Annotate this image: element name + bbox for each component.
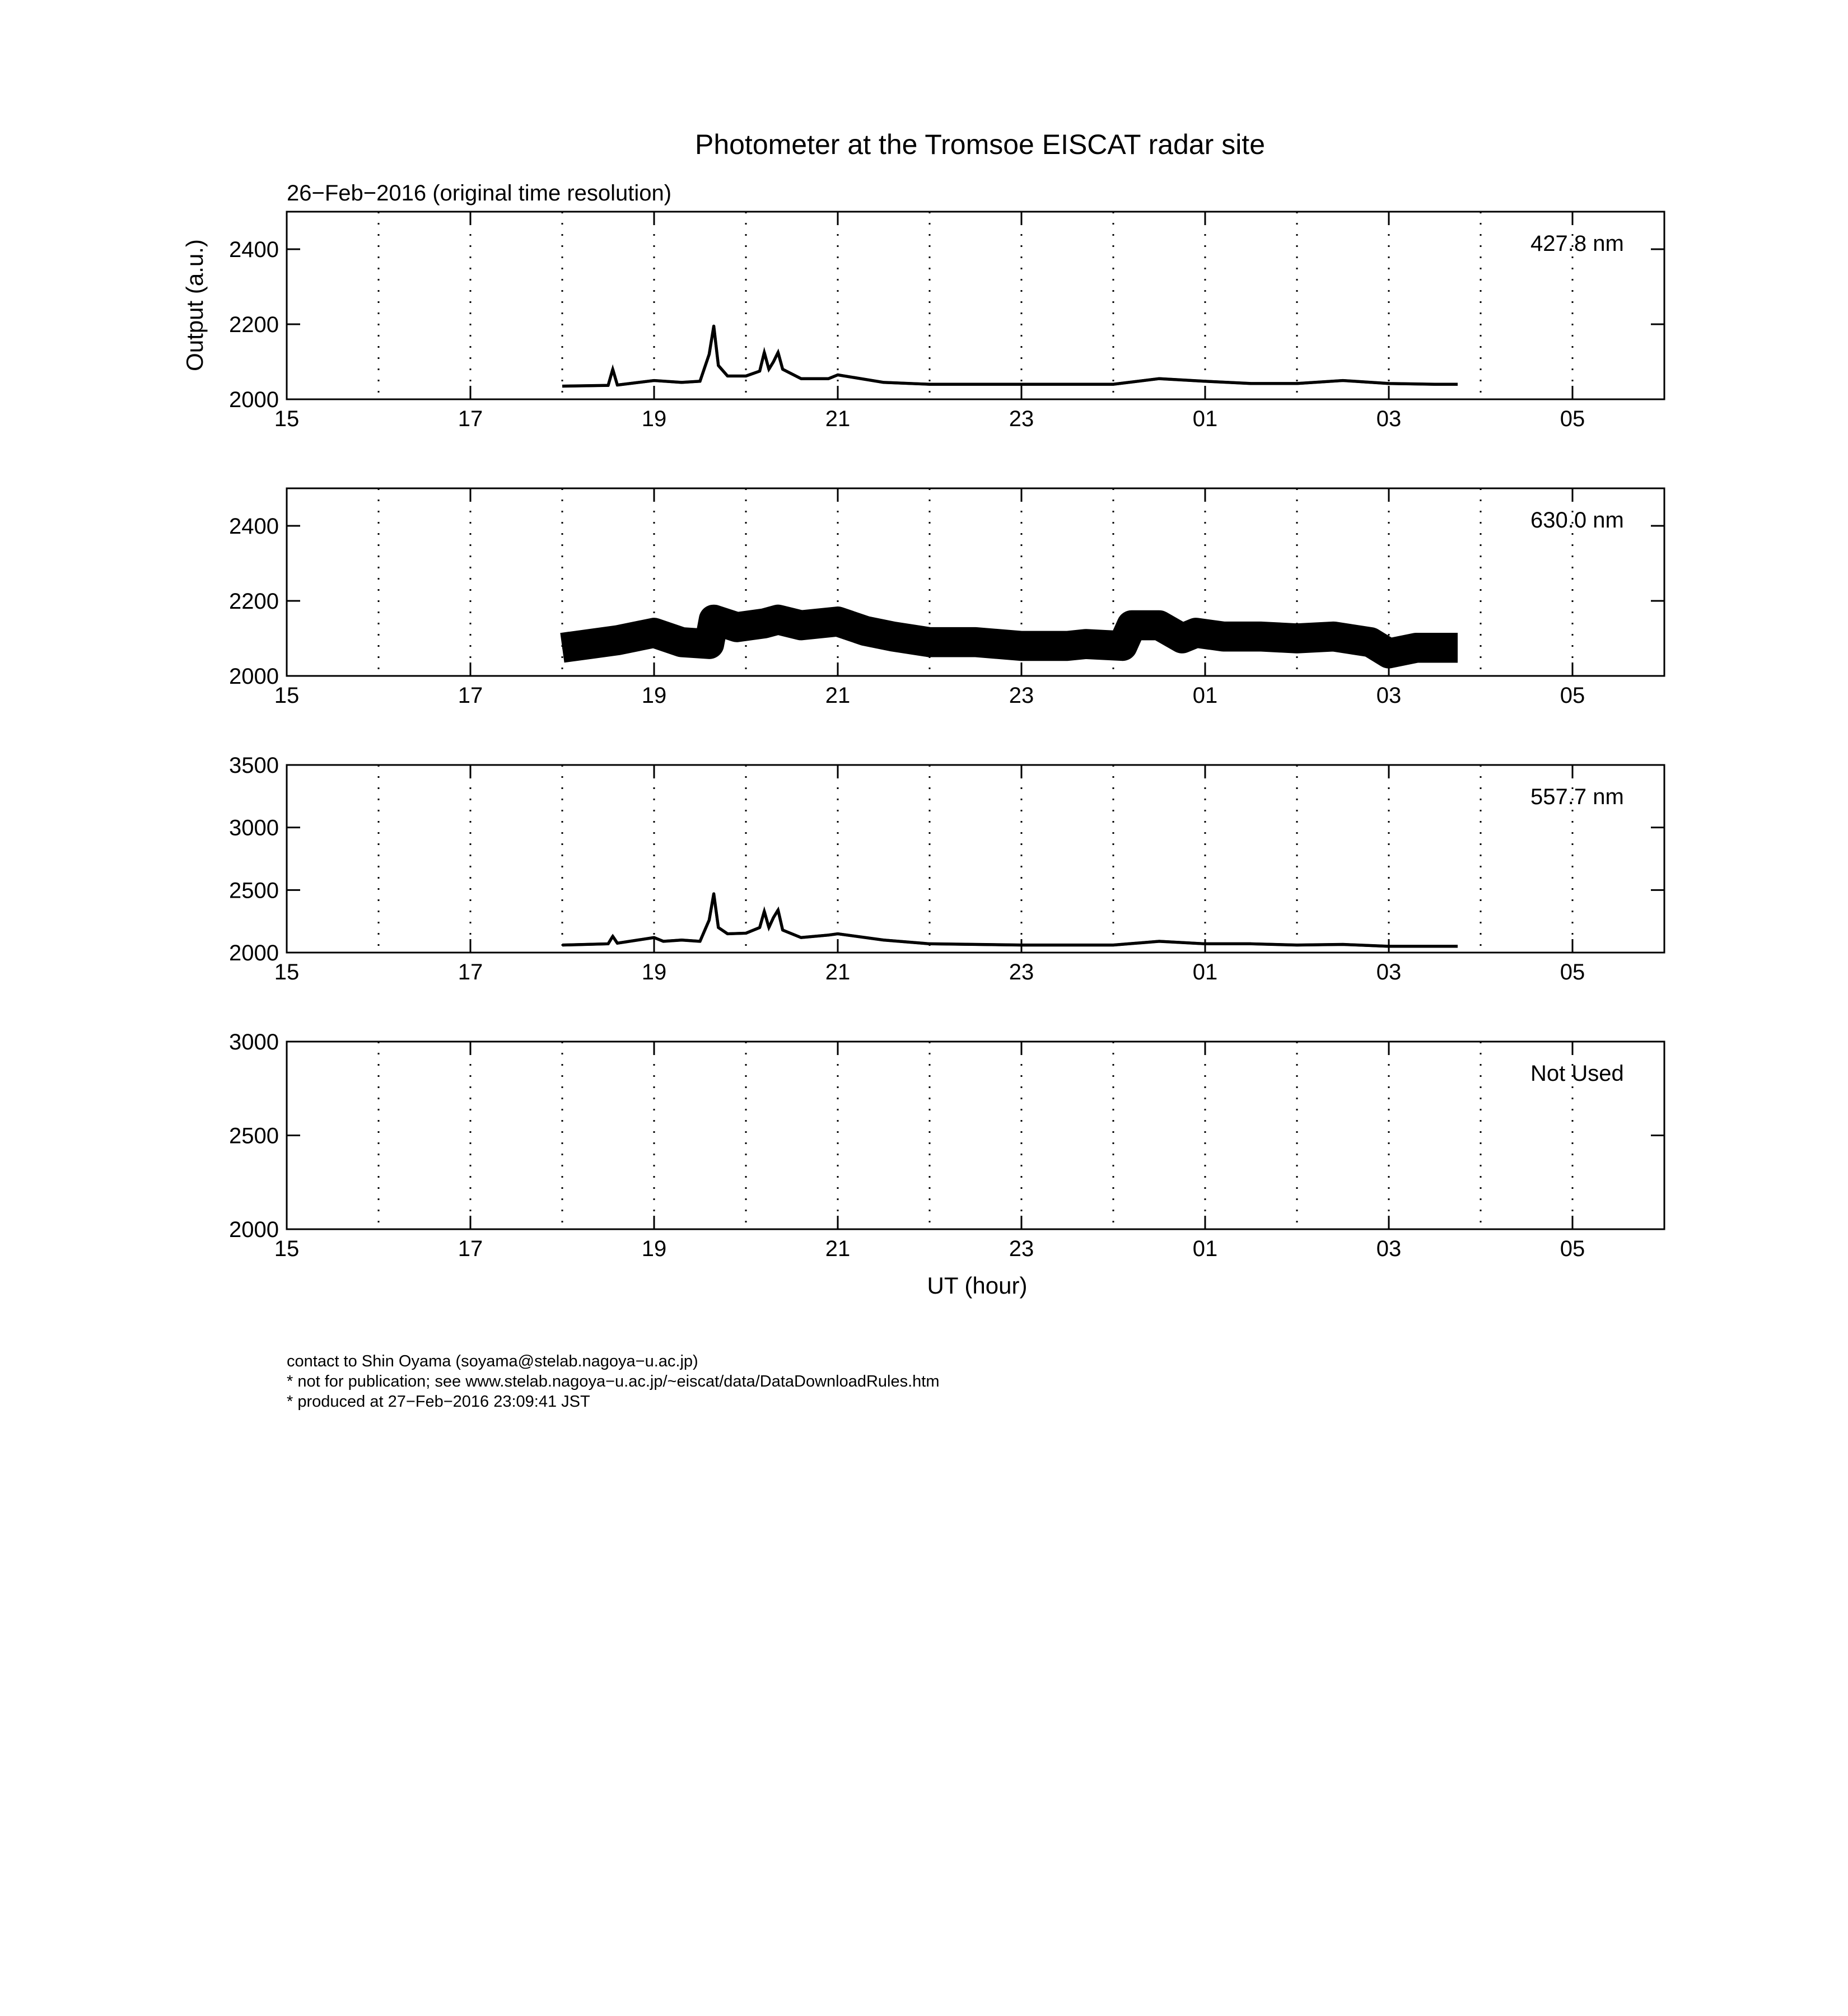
panel-wavelength-label: Not Used	[1530, 1061, 1624, 1086]
x-tick-label: 19	[641, 683, 667, 708]
x-tick-label: 05	[1560, 1236, 1585, 1261]
y-tick-label: 2200	[229, 312, 279, 337]
x-tick-label: 15	[274, 407, 300, 431]
x-tick-label: 01	[1192, 960, 1218, 984]
plot-frame	[287, 1042, 1664, 1229]
data-series-core	[562, 326, 1458, 386]
x-tick-label: 21	[825, 683, 851, 708]
x-tick-label: 17	[458, 683, 483, 708]
x-tick-label: 23	[1009, 1236, 1034, 1261]
x-tick-label: 05	[1560, 683, 1585, 708]
x-tick-label: 23	[1009, 407, 1034, 431]
x-tick-label: 15	[274, 960, 300, 984]
y-tick-label: 2200	[229, 589, 279, 614]
x-tick-label: 01	[1192, 1236, 1218, 1261]
x-tick-label: 03	[1376, 407, 1402, 431]
footer-produced-at: * produced at 27−Feb−2016 23:09:41 JST	[287, 1393, 590, 1411]
plot-frame	[287, 212, 1664, 399]
panel-2	[229, 488, 1664, 708]
x-tick-label: 23	[1009, 683, 1034, 708]
x-tick-label: 03	[1376, 960, 1402, 984]
x-tick-label: 23	[1009, 960, 1034, 984]
x-tick-label: 21	[825, 407, 851, 431]
y-tick-label: 2500	[229, 878, 279, 903]
x-tick-label: 19	[641, 1236, 667, 1261]
x-tick-label: 21	[825, 1236, 851, 1261]
data-series-core	[562, 894, 1458, 946]
y-tick-label: 2000	[229, 941, 279, 965]
x-tick-label: 05	[1560, 960, 1585, 984]
data-series-line	[562, 326, 1458, 386]
x-tick-label: 15	[274, 683, 300, 708]
panel-wavelength-label: 557.7 nm	[1530, 785, 1624, 809]
x-tick-label: 17	[458, 407, 483, 431]
y-tick-label: 2500	[229, 1123, 279, 1149]
y-tick-label: 2000	[229, 388, 279, 412]
x-tick-label: 19	[641, 407, 667, 431]
x-tick-label: 03	[1376, 683, 1402, 708]
data-series-line	[562, 894, 1458, 946]
plot-frame	[287, 765, 1664, 953]
x-tick-label: 01	[1192, 407, 1218, 431]
figure-subtitle: 26−Feb−2016 (original time resolution)	[287, 181, 672, 206]
y-tick-label: 2000	[229, 664, 279, 689]
y-tick-label: 2400	[229, 237, 279, 262]
panel-1	[229, 212, 1664, 431]
x-tick-label: 19	[641, 960, 667, 984]
x-tick-label: 17	[458, 1236, 483, 1261]
footer-publication-note: * not for publication; see www.stelab.nagoya−u.ac.jp/~eiscat/data/DataDownloadRules.htm	[287, 1373, 940, 1390]
x-tick-label: 15	[274, 1236, 300, 1261]
panel-wavelength-label: 630.0 nm	[1530, 508, 1624, 533]
y-tick-label: 3000	[229, 815, 279, 841]
panel-3	[229, 753, 1664, 984]
figure-title: Photometer at the Tromsoe EISCAT radar site	[694, 129, 1266, 160]
x-tick-label: 01	[1192, 683, 1218, 708]
x-axis-label: UT (hour)	[927, 1272, 1028, 1299]
y-tick-label: 3000	[229, 1030, 279, 1054]
y-tick-label: 2000	[229, 1217, 279, 1242]
x-tick-label: 21	[825, 960, 851, 984]
y-tick-label: 3500	[229, 753, 279, 778]
footer-contact: contact to Shin Oyama (soyama@stelab.nagoya−u.ac.jp)	[287, 1352, 698, 1370]
y-axis-label: Output (a.u.)	[181, 239, 208, 371]
panel-wavelength-label: 427.8 nm	[1530, 231, 1624, 256]
y-tick-label: 2400	[229, 514, 279, 539]
x-tick-label: 17	[458, 960, 483, 984]
chart-panels	[229, 212, 1664, 1261]
x-tick-label: 05	[1560, 407, 1585, 431]
x-tick-label: 03	[1376, 1236, 1402, 1261]
panel-4	[229, 1030, 1664, 1261]
